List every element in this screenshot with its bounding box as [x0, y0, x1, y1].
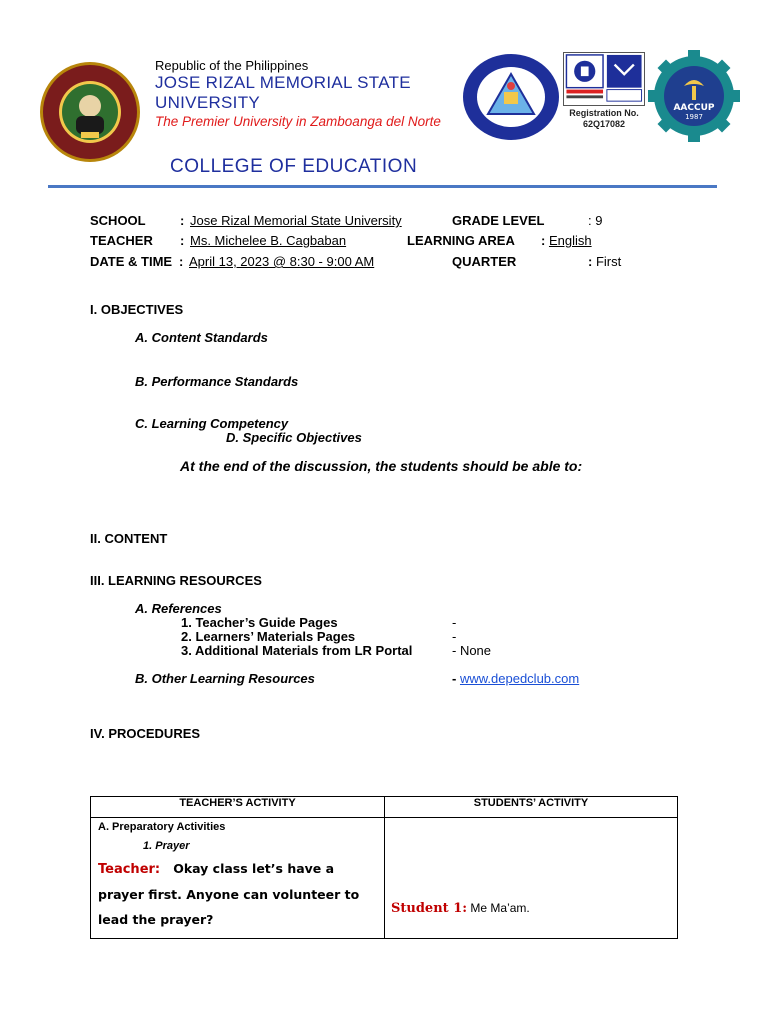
- objectives-heading: I. OBJECTIVES: [90, 302, 184, 317]
- content-heading: II. CONTENT: [90, 531, 168, 546]
- students-activity-header: STUDENTS’ ACTIVITY: [385, 797, 678, 818]
- registration-value: 62Q17082: [582, 119, 626, 129]
- college-of-education-logo: [460, 52, 562, 142]
- quarter-label: QUARTER: [452, 254, 517, 269]
- header-divider: [48, 185, 717, 188]
- teacher-line: Okay class let’s have a prayer first. Anyone can volunteer to lead the prayer?: [98, 861, 360, 927]
- teacher-activity-header: TEACHER’S ACTIVITY: [91, 797, 385, 818]
- depedclub-link[interactable]: www.depedclub.com: [459, 671, 580, 686]
- teacher-label: TEACHER: [90, 233, 153, 248]
- datetime-value: April 13, 2023 @ 8:30 - 9:00 AM: [189, 254, 375, 269]
- reference-value-learners-materials: -: [452, 629, 457, 644]
- resources-heading: III. LEARNING RESOURCES: [90, 573, 262, 588]
- jrmsu-seal-logo: [38, 60, 142, 164]
- aaccup-text: AACCUP: [673, 103, 715, 113]
- other-resources: B. Other Learning Resources: [135, 671, 315, 686]
- procedures-heading: IV. PROCEDURES: [90, 726, 201, 741]
- university-tagline: The Premier University in Zamboanga del Norte: [155, 114, 441, 129]
- school-label: SCHOOL: [90, 213, 146, 228]
- aaccup-year: 1987: [685, 113, 703, 121]
- reference-item-learners-materials: 2. Learners’ Materials Pages: [181, 629, 356, 644]
- area-label: LEARNING AREA: [407, 233, 515, 248]
- teacher-speaker: Teacher:: [98, 862, 161, 877]
- datetime-colon: :: [179, 254, 184, 269]
- teacher-value: Ms. Michelee B. Cagbaban: [190, 233, 347, 248]
- learning-competency: C. Learning Competency: [135, 416, 289, 431]
- prayer-item: 1. Prayer: [143, 840, 190, 852]
- area-value-text: English: [548, 233, 592, 248]
- republic-line: Republic of the Philippines: [155, 58, 309, 73]
- objectives-statement: At the end of the discussion, the students should be able to:: [180, 458, 583, 474]
- aaccup-logo: [648, 50, 740, 142]
- students-activity-cell: [385, 818, 678, 939]
- teacher-activity-cell: [91, 818, 385, 939]
- registration-label: Registration No.: [569, 108, 639, 118]
- performance-standards: B. Performance Standards: [135, 374, 299, 389]
- quarter-value-text: First: [595, 254, 622, 269]
- teacher-dialogue: [91, 852, 384, 938]
- other-resources-dash: -: [452, 671, 457, 686]
- area-value: : English: [541, 233, 592, 248]
- other-resources-value: [452, 671, 579, 686]
- reference-value-lr-portal: - None: [452, 643, 492, 658]
- grade-label: GRADE LEVEL: [452, 213, 545, 228]
- grade-value: : 9: [588, 213, 603, 228]
- grade-value-text: 9: [595, 213, 603, 228]
- school-colon: :: [180, 213, 185, 228]
- student-speaker: Student 1:: [391, 900, 468, 916]
- reference-item-lr-portal: 3. Additional Materials from LR Portal: [181, 643, 413, 658]
- iso-certification-logo: [563, 52, 645, 106]
- datetime-label: DATE & TIME: [90, 254, 173, 269]
- reference-item-teachers-guide: 1. Teacher’s Guide Pages: [181, 615, 338, 630]
- student-line: Me Ma’am.: [470, 900, 530, 915]
- content-standards: A. Content Standards: [135, 330, 268, 345]
- quarter-value: : First: [588, 254, 622, 269]
- reference-value-teachers-guide: -: [452, 615, 457, 630]
- references-heading: A. References: [135, 601, 222, 616]
- registration-number: [557, 108, 651, 130]
- teacher-colon: :: [180, 233, 185, 248]
- preparatory-activities: A. Preparatory Activities: [98, 821, 226, 833]
- university-name: JOSE RIZAL MEMORIAL STATE UNIVERSITY: [155, 73, 411, 112]
- specific-objectives: D. Specific Objectives: [226, 430, 362, 445]
- college-title: COLLEGE OF EDUCATION: [170, 156, 418, 177]
- school-value: Jose Rizal Memorial State University: [190, 213, 402, 228]
- student-dialogue: [385, 841, 677, 916]
- procedures-table: [90, 796, 678, 939]
